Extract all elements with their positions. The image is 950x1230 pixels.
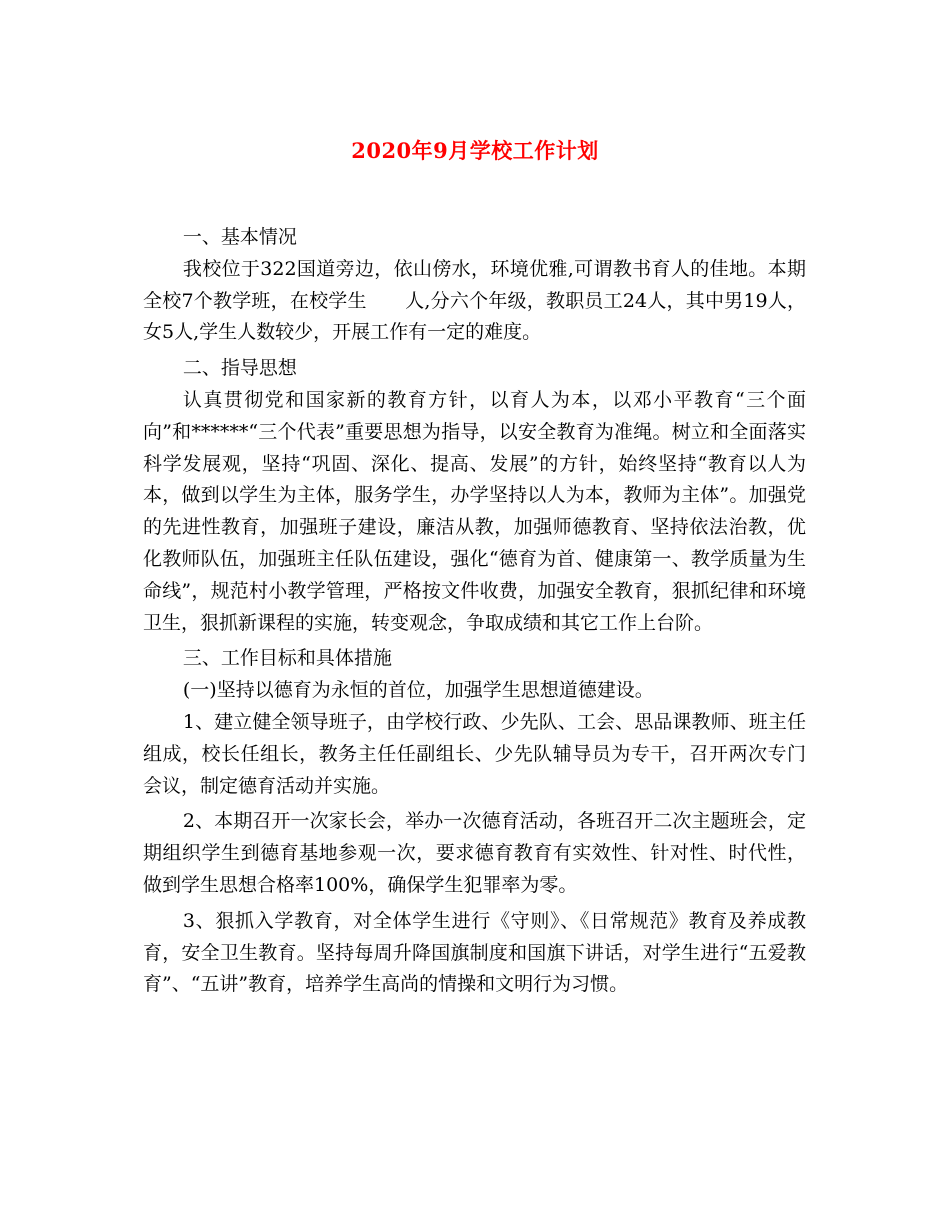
section-heading-goals-measures: 三、工作目标和具体措施 [182, 647, 392, 670]
subsection-heading-moral-education: (一)坚持以德育为永恒的首位，加强学生思想道德建设。 [182, 679, 654, 702]
paragraph-item-1: 1、建立健全领导班子，由学校行政、少先队、工会、思品课教师、班主任组成，校长任组长，教务主任任副组长、少先队辅导员为专干，召开两次专门会议，制定德育活动并实施。 [143, 710, 806, 797]
paragraph-basic-situation: 我校位于322国道旁边，依山傍水，环境优雅,可谓教书育人的佳地。本期全校7个教学班，在校学生 人,分六个年级，教职员工24人，其中男19人，女5人,学生人数较少，开展工作有一定的难度。 [143, 257, 806, 344]
section-heading-basic-situation: 一、基本情况 [182, 226, 297, 248]
paragraph-item-3: 3、狠抓入学教育，对全体学生进行《守则》、《日常规范》教育及养成教育，安全卫生教育。坚持每周升降国旗制度和国旗下讲话，对学生进行“五爱教育”、“五讲”教育，培养学生高尚的情操和文明行为习惯。 [143, 909, 806, 996]
document-title: 2020年9月学校工作计划 [351, 138, 599, 163]
section-heading-guiding-ideology: 二、指导思想 [182, 357, 297, 380]
paragraph-guiding-ideology: 认真贯彻党和国家新的教育方针，以育人为本，以邓小平教育“三个面向”和******“三个代表”重要思想为指导，以安全教育为准绳。树立和全面落实科学发展观，坚持“巩固、深化、提高、发展”的方针，始终坚持“教育以人为本，做到以学生为主体，服务学生，办学坚持以人为本，教师为主体”。加强党的先进性教育，加强班子建设，廉洁从教，加强师德教育、坚持依法治教，优化教师队伍，加强班主任队伍建设，强化“德育为首、健康第一、教学质量为生命线”，规范村小教学管理，严格按文件收费，加强安全教育，狠抓纪律和环境卫生，狠抓新课程的实施，转变观念，争取成绩和其它工作上台阶。 [143, 388, 806, 634]
document-body [143, 222, 806, 1005]
paragraph-item-2: 2、本期召开一次家长会，举办一次德育活动，各班召开二次主题班会，定期组织学生到德育基地参观一次，要求德育教育有实效性、针对性、时代性，做到学生思想合格率100%，确保学生犯罪率为零。 [143, 810, 806, 896]
